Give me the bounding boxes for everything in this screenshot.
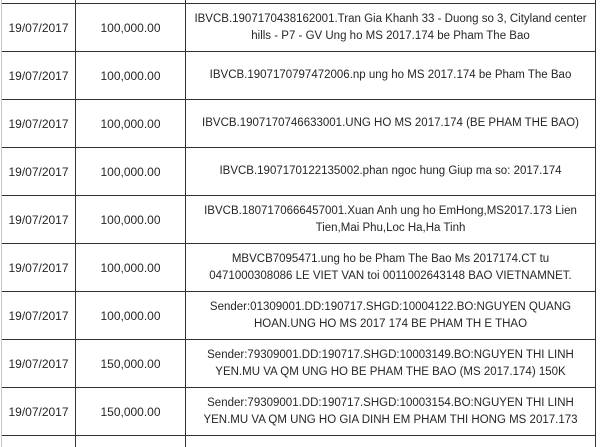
description-cell — [186, 436, 596, 447]
amount-cell: 100,000.00 — [76, 244, 186, 291]
amount-cell — [76, 436, 186, 447]
description-cell: IBVCB.1807170666457001.Xuan Anh ung ho EmHong,MS2017.173 Lien Tien,Mai Phu,Loc Ha,Ha Tinh — [186, 196, 596, 243]
date-cell: 19/07/2017 — [2, 292, 76, 339]
date-cell: 19/07/2017 — [2, 52, 76, 99]
amount-cell: 100,000.00 — [76, 292, 186, 339]
description-cell: IBVCB.1907170122135002.phan ngoc hung Giup ma so: 2017.174 — [186, 148, 596, 195]
date-cell: 19/07/2017 — [2, 4, 76, 51]
description-cell: IBVCB.1907170746633001.UNG HO MS 2017.174 (BE PHAM THE BAO) — [186, 100, 596, 147]
table-row — [2, 196, 596, 244]
date-cell: 19/07/2017 — [2, 244, 76, 291]
table-row — [2, 52, 596, 100]
table-row — [2, 292, 596, 340]
table-row — [2, 388, 596, 436]
date-cell: 19/07/2017 — [2, 196, 76, 243]
amount-cell: 100,000.00 — [76, 148, 186, 195]
table-row — [2, 244, 596, 292]
transactions-table — [1, 0, 596, 447]
date-cell — [2, 0, 76, 3]
table-row — [2, 4, 596, 52]
amount-cell: 100,000.00 — [76, 100, 186, 147]
date-cell: 19/07/2017 — [2, 148, 76, 195]
description-cell: Sender:79309001.DD:190717.SHGD:10003154.BO:NGUYEN THI LINH YEN.MU VA QM UNG HO GIA DINH EM PHAM THI HONG MS 2017.173 — [186, 388, 596, 435]
table-row — [2, 100, 596, 148]
date-cell — [2, 436, 76, 447]
description-cell: Sender:79309001.DD:190717.SHGD:10003149.BO:NGUYEN THI LINH YEN.MU VA QM UNG HO BE PHAM THE BAO (MS 2017.174) 150K — [186, 340, 596, 387]
table-row — [2, 148, 596, 196]
amount-cell: 150,000.00 — [76, 388, 186, 435]
amount-cell: 100,000.00 — [76, 196, 186, 243]
description-cell: IBVCB.1907170797472006.np ung ho MS 2017.174 be Pham The Bao — [186, 52, 596, 99]
date-cell: 19/07/2017 — [2, 100, 76, 147]
description-cell: Sender:01309001.DD:190717.SHGD:10004122.BO:NGUYEN QUANG HOAN.UNG HO MS 2017 174 BE PHAM TH E THAO — [186, 292, 596, 339]
date-cell: 19/07/2017 — [2, 388, 76, 435]
table-row — [2, 340, 596, 388]
amount-cell: 150,000.00 — [76, 340, 186, 387]
partial-row-bottom — [2, 436, 596, 447]
amount-cell: 100,000.00 — [76, 52, 186, 99]
description-cell: MBVCB7095471.ung ho be Pham The Bao Ms 2017174.CT tu 0471000308086 LE VIET VAN toi 0011002643148 BAO VIETNAMNET. — [186, 244, 596, 291]
date-cell: 19/07/2017 — [2, 340, 76, 387]
amount-cell: 100,000.00 — [76, 4, 186, 51]
amount-cell — [76, 0, 186, 3]
description-cell: IBVCB.1907170438162001.Tran Gia Khanh 33 - Duong so 3, Cityland center hills - P7 - GV Ung ho MS 2017.174 be Pham The Bao — [186, 4, 596, 51]
